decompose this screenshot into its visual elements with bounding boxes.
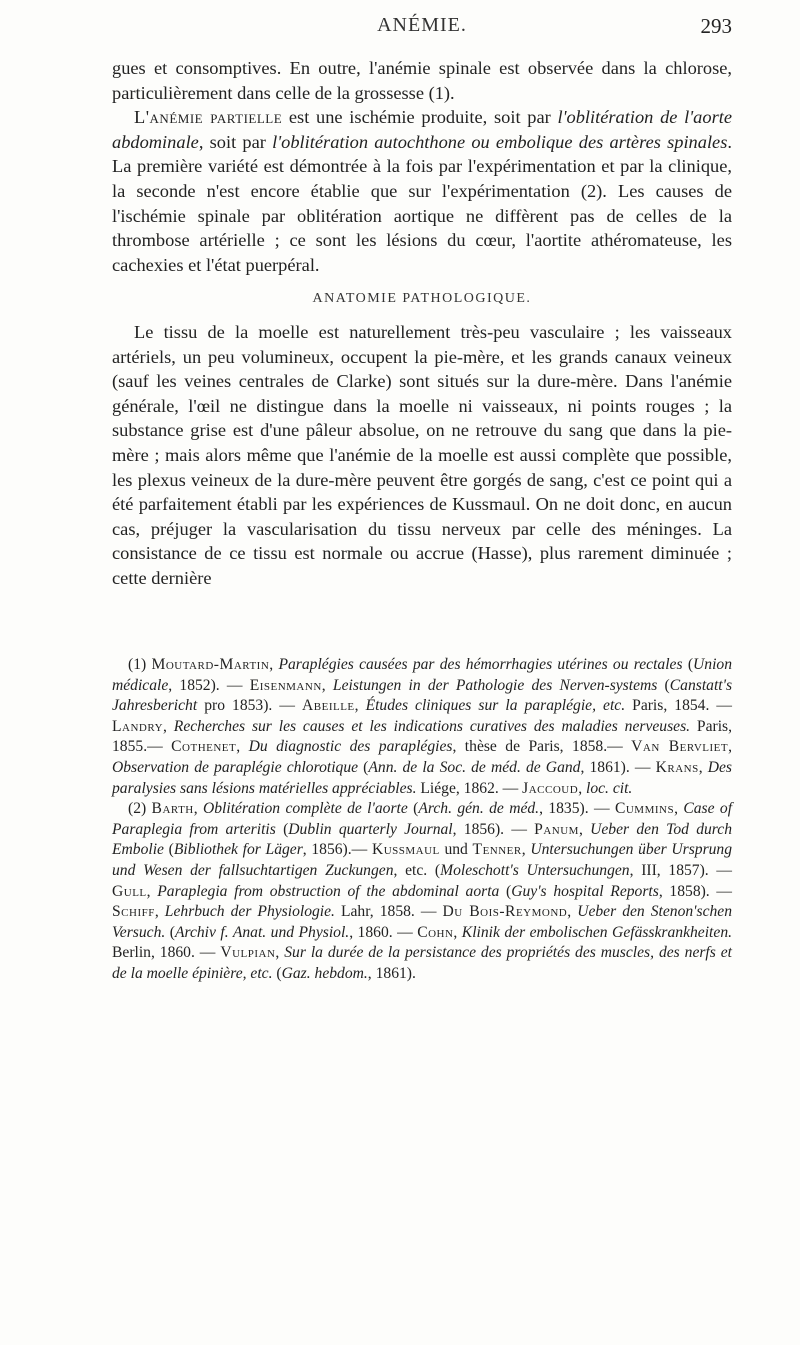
footnotes (112, 655, 732, 985)
paragraph-1: gues et consomptives. En outre, l'anémie spinale est observée dans la chlorose, particulièrement dans celle de la grossesse (1). (112, 58, 732, 103)
page-number: 293 (700, 14, 732, 38)
section-heading: ANATOMIE PATHOLOGIQUE. (312, 291, 532, 307)
footnote-2: (2) Barth, Oblitération complète de l'aorte (Arch. gén. de méd., 1835). — Cummins, Case of Paraplegia from arteritis (Dublin quarterly Journal, 1856). — Panum, Ueber den Tod durch Embolie (Bibliothek for Läger, 1856).— Kussmaul und Tenner, Untersuchungen über Ursprung und Wesen der fallsuchtartigen Zuckungen, etc. (Moleschott's Untersuchungen, III, 1857). — Gull, Paraplegia from obstruction of the abdominal aorta (Guy's hospital Reports, 1858). — Schiff, Lehrbuch der Physiologie. Lahr, 1858. — Du Bois-Reymond, Ueber den Stenon'schen Versuch. (Archiv f. Anat. und Physiol., 1860. — Cohn, Klinik der embolischen Gefässkrankheiten. Berlin, 1860. — Vulpian, Sur la durée de la persistance des propriétés des muscles, des nerfs et de la moelle épinière, etc. (Gaz. hebdom., 1861). (112, 800, 733, 982)
running-title: ANÉMIE. (377, 14, 467, 36)
term-anemie-partielle: L'anémie partielle (134, 107, 283, 128)
running-head (112, 14, 732, 44)
footnote-1: (1) Moutard-Martin, Paraplégies causées par des hémorrhagies utérines ou rectales (Union médicale, 1852). — Eisenmann, Leistungen in der Pathologie des Nerven-systems (Canstatt's Jahresbericht pro 1853). — Abeille, Études cliniques sur la paraplégie, etc. Paris, 1854. — Landry, Recherches sur les causes et les indications curatives des maladies nerveuses. Paris, 1855.— Cothenet, Du diagnostic des paraplégies, thèse de Paris, 1858.— Van Bervliet, Observation de paraplégie chlorotique (Ann. de la Soc. de méd. de Gand, 1861). — Krans, Des paralysies sans lésions matérielles appréciables. Liége, 1862. — Jaccoud, loc. cit. (112, 656, 733, 797)
main-text (112, 56, 732, 590)
paragraph-2: L'anémie partielle est une ischémie produite, soit par l'oblitération de l'aorte abdominale, soit par l'oblitération autochthone ou embolique des artères spinales. La première variété est démontrée à la fois par l'expérimentation et par la clinique, la seconde n'est encore établie que sur l'expérimentation (2). Les causes de l'ischémie spinale par oblitération aortique ne diffèrent pas de celles de la thrombose artérielle ; ce sont les lésions du cœur, l'aortite athéromateuse, les cachexies et l'état puerpéral. (112, 107, 733, 275)
paragraph-3: Le tissu de la moelle est naturellement très-peu vasculaire ; les vaisseaux artériels, un peu volumineux, occupent la pie-mère, et les grands canaux veineux (sauf les veines centrales de Clarke) sont situés sur la dure-mère. Dans l'anémie générale, l'œil ne distingue dans la moelle ni vaisseaux, ni points rouges ; la substance grise est d'une pâleur absolue, on ne retrouve du sang que dans la pie-mère ; mais alors même que l'anémie de la moelle est aussi complète que possible, les plexus veineux de la dure-mère peuvent être gorgés de sang, c'est ce point qui a été parfaitement établi par les expériences de Kussmaul. On ne doit donc, en aucun cas, préjuger la vascularisation du tissu nerveux par celle des méninges. La consistance de ce tissu est normale ou accrue (Hasse), plus rarement diminuée ; cette dernière (112, 321, 732, 588)
